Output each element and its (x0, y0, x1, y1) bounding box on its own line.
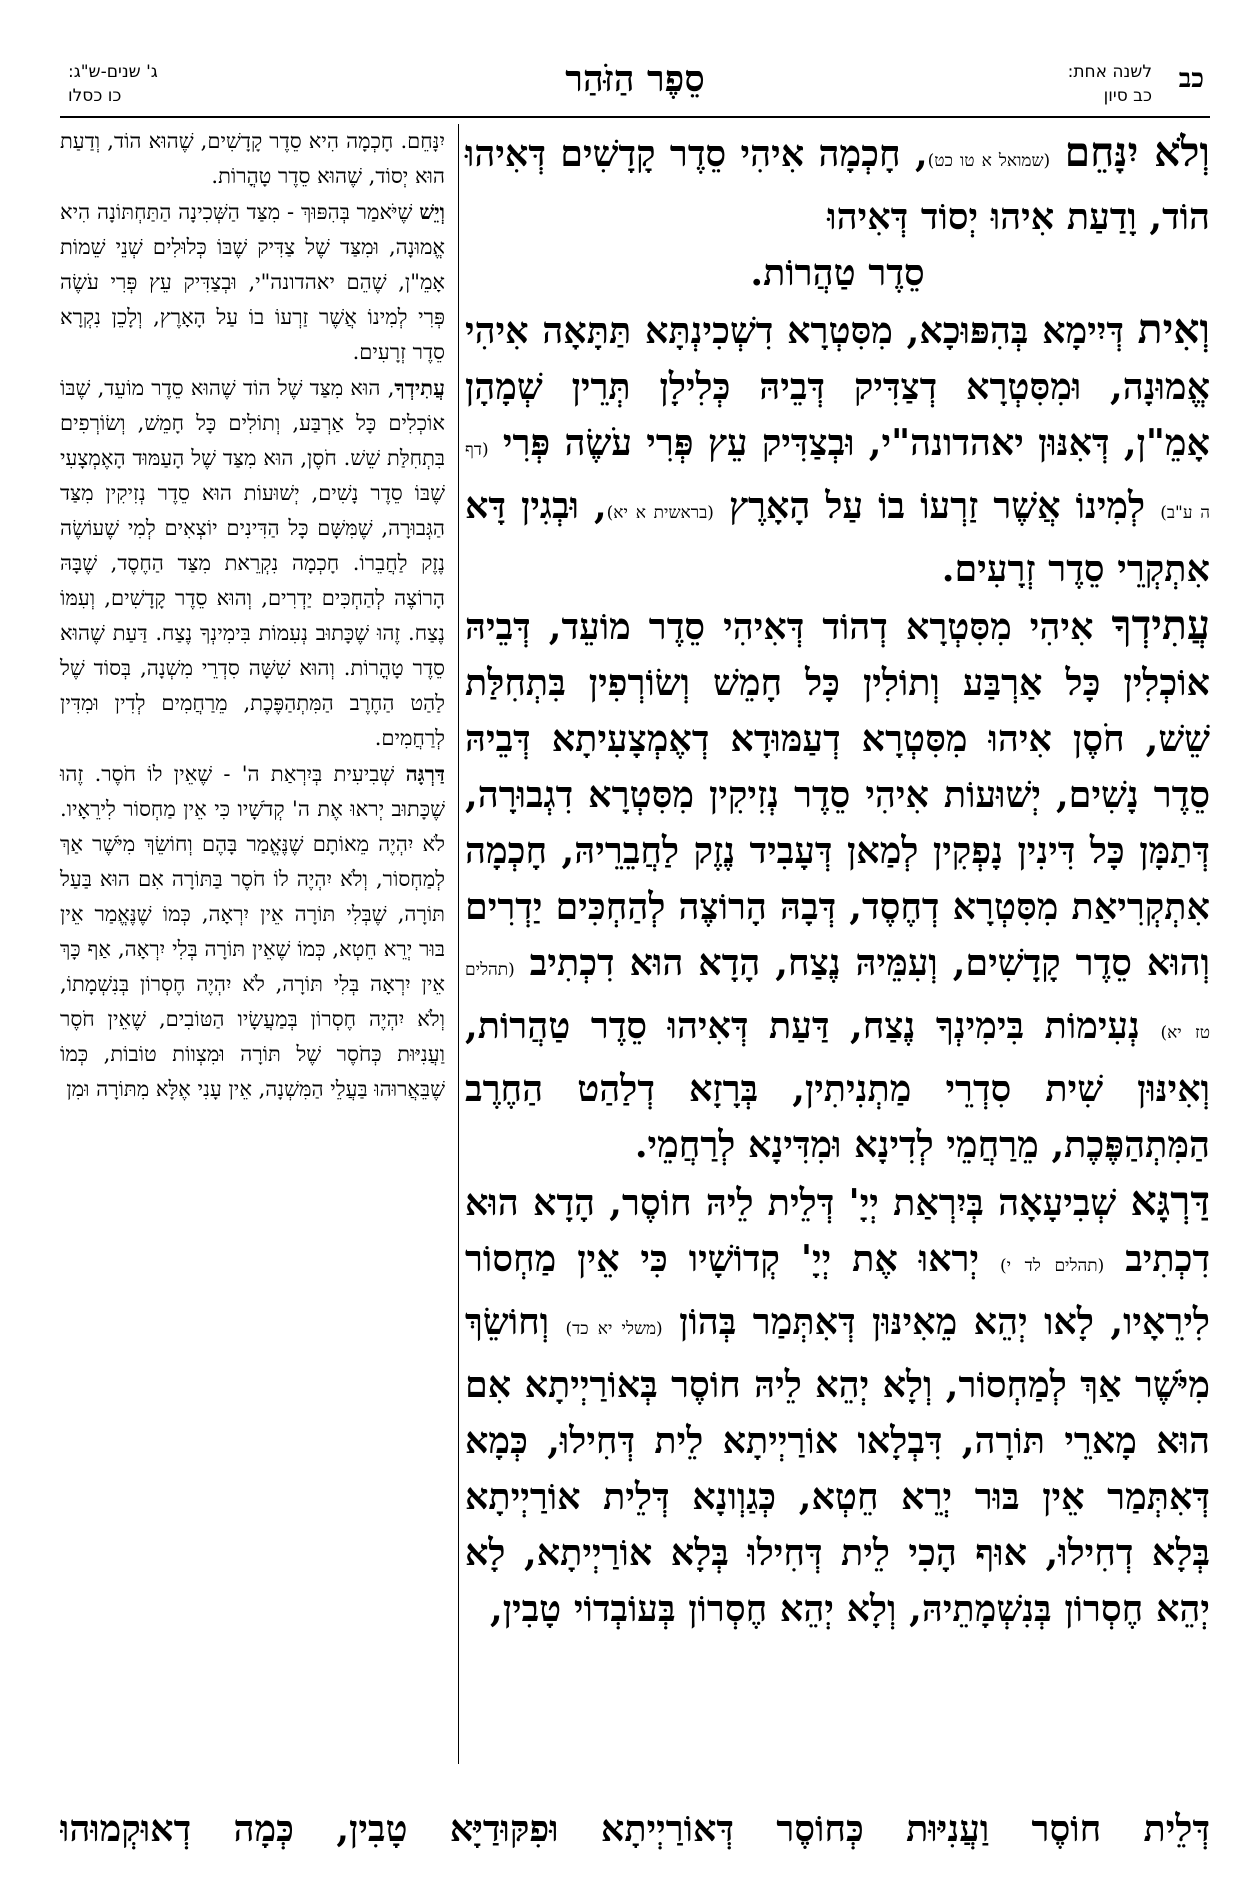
paragraph-lead-word: וְיֵשׁ (419, 199, 445, 224)
schedule-date-right: כב סיון (1103, 86, 1152, 106)
column-divider (458, 124, 459, 1764)
book-title: סֵפֶר הַזֹּהַר (565, 58, 705, 100)
scripture-reference: (משלי יא כד) (565, 1319, 663, 1339)
scripture-reference: (בראשית א יא) (606, 503, 714, 523)
paragraph-text: נְעִימוֹת בִּימִינְךָ נֶצַח, דַּעַת דְּאִיהוּ סֵדֶר טַהֲרוֹת, וְאִינּוּן שִׁית סִדְרֵי מַתְנִיתִין, בְּרָזָא דְלַהַט הַחֶרֶב הַמִּתְהַפֶּכֶת, מֵרַחֲמֵי לְדִינָא וּמִדִּינָא לְרַחֲמֵי. (465, 1004, 1210, 1166)
page-number: כב (1178, 64, 1204, 94)
paragraph-text: דְּיִימָא בְּהִפּוּכָא, מִסִּטְרָא דִשְׁכִינְתָּא תַּתָּאָה אִיהִי אֱמוּנָה, וּמִסִּטְרָא דְצַדִּיק דְּבֵיהּ כְּלִילָן תְּרֵין שְׁמָהָן אָמֵ"ן, דְּאִנּוּן יאהדונה"י, וּבְצַדִּיק עֵץ פְּרִי עֹשֶׂה פְּרִי (465, 309, 1210, 464)
main-paragraph-2 (465, 301, 1210, 597)
page-reference: (דף ה ע"ב) (465, 440, 1210, 523)
full-width-bottom-line: דְּלֵית חוֹסֶר וַעֲנִיּוּת כְּחוֹסֶר דְּאוֹרַיְיתָא וּפִקּוּדַיָּא טָבִין, כְּמָה דְאוּקְמוּהוּ (60, 1807, 1210, 1850)
translation-column (60, 124, 445, 1107)
paragraph-lead-word: דַּרְגָּה (405, 761, 445, 786)
paragraph-text: , וּבְגִין דָּא אִתְקְרֵי סֵדֶר זְרָעִים. (465, 484, 1210, 590)
translation-paragraph-3 (60, 370, 445, 756)
paragraph-lead-word: וְאִית (1137, 305, 1210, 353)
paragraph-text: , הוּא מִצַּד שֶׁל הוֹד שֶׁהוּא סֵדֶר מוֹעֵד, שֶׁבּוֹ אוֹכְלִים כָּל אַרְבַּע, וְתוֹלִים כָּל חָמֵשׁ, וְשׂוֹרְפִים בִּתְחִלַּת שֵׁשׁ. חֹסֶן, הוּא מִצַּד שֶׁל הָעַמּוּד הָאֶמְצָעִי שֶׁבּוֹ סֵדֶר נָשִׁים, יְשׁוּעוֹת הוּא סֵדֶר נְזִיקִין מִצַּד הַגְּבוּרָה, שֶׁמִּשָּׁם כָּל הַדִּינִים יוֹצְאִים לְמִי שֶׁעוֹשֶׂה נֶזֶק לַחֲבֵרוֹ. חָכְמָה נִקְרֵאת מִצַּד הַחֶסֶד, שֶׁבָּהּ הָרוֹצֶה לְהַחְכִּים יַדְרִים, וְהוּא סֵדֶר קָדָשִׁים, וְעִמּוֹ נֶצַח. זֶהוּ שֶׁכָּתוּב נְעִמוֹת בִּימִינְךָ נֶצַח. דַּעַת שֶׁהוּא סֵדֶר טָהֳרוֹת. וְהוּא שִׁשָּׁה סִדְרֵי מִשְׁנָה, בְּסוֹד שֶׁל לַהַט הַחֶרֶב הַמִּתְהַפֶּכֶת, מֵרַחֲמִים לְדִין וּמִדִּין לְרַחֲמִים. (60, 376, 445, 750)
paragraph-lead-word: עֲתִידְךָ (1111, 601, 1210, 649)
schedule-label-one-year: לשנה אחת: (1067, 62, 1152, 82)
paragraph-text: אִיהִי מִסִּטְרָא דְהוֹד דְּאִיהִי סֵדֶר מוֹעֵד, דְּבֵיהּ אוֹכְלִין כָּל אַרְבַּע וְתוֹלִין כָּל חָמֵשׁ וְשׂוֹרְפִין בִּתְחִלַּת שֵׁשׁ, חֹסֶן אִיהוּ מִסִּטְרָא דְעַמּוּדָא דְאֶמְצָעִיתָא דְּבֵיהּ סֵדֶר נָשִׁים, יְשׁוּעוֹת אִיהִי סֵדֶר נְזִיקִין מִסִּטְרָא דִגְבוּרָה, דְּתַמָּן כָּל דִּינִין נָפְקִין לְמַאן דְּעָבִיד נֶזֶק לַחֲבֵרֵיהּ, חָכְמָה אִתְקְרִיאַת מִסִּטְרָא דְחֶסֶד, דְּבָהּ הָרוֹצֶה לְהַחְכִּים יַדְרִים וְהוּא סֵדֶר קָדָשִׁים, וְעִמֵּיהּ נֶצַח, הָדָא הוּא דִכְתִיב (465, 605, 1210, 984)
paragraph-text: שְׁבִיעִית בְּיִרְאַת ה' - שֶׁאֵין לוֹ חֹסֶר. זֶהוּ שֶׁכָּתוּב יְראוּ אֶת ה' קְדֹשָׁיו כִּי אֵין מַחְסוֹר לִירֵאָיו. לֹא יִהְיֶה מֵאוֹתָם שֶׁנֶּאֱמַר בָּהֶם וְחוֹשֵׂךְ מִיֹּשֶׁר אַךְ לְמַחְסוֹר, וְלֹא יִהְיֶה לוֹ חֹסֶר בַּתּוֹרָה אִם הוּא בַּעַל תּוֹרָה, שֶׁבְּלִי תּוֹרָה אֵין יִרְאָה, כְּמוֹ שֶׁנֶּאֱמַר אֵין בּוּר יְרֵא חֵטְא, כְּמוֹ שֶׁאֵין תּוֹרָה בְּלִי יִרְאָה, אַף כָּךְ אֵין יִרְאָה בְּלִי תּוֹרָה, לֹא יִהְיֶה חֶסְרוֹן בְּנִשְׁמָתוֹ, וְלֹא יִהְיֶה חֶסְרוֹן בְּמַעֲשָׂיו הַטּוֹבִים, שֶׁאֵין חֹסֶר וַעֲנִיּוּת כְּחֹסֶר שֶׁל תּוֹרָה וּמִצְווֹת טוֹבוֹת, כְּמוֹ שֶׁבֵּאֲרוּהוּ בַּעֲלֵי הַמִּשְׁנָה, אֵין עָנִי אֶלָּא מִתּוֹרָה וּמִן (60, 762, 445, 1101)
scripture-reference: (תהלים לד י) (999, 1256, 1105, 1276)
paragraph-lead-word: עֲתִידְךָ (394, 375, 445, 400)
translation-paragraph-1: יִנָּחֵם. חָכְמָה הִיא סֵדֶר קָדָשִׁים, שֶׁהוּא הוֹד, וְדַעַת הוּא יְסוֹד, שֶׁהוּא סֵדֶר טָהֳרוֹת. (60, 129, 445, 188)
main-paragraph-4 (465, 1173, 1210, 1637)
main-paragraph-1-end: סֵדֶר טַהֲרוֹת. (750, 251, 925, 294)
main-paragraph-3 (465, 597, 1210, 1173)
scripture-reference: (תהלים טז יא) (465, 960, 1211, 1043)
paragraph-text: , חָכְמָה אִיהִי סֵדֶר קָדָשִׁים דְּאִיהוּ הוֹד, וָדַעַת אִיהוּ יְסוֹד דְּאִיהוּ (465, 132, 1210, 238)
translation-paragraph-4 (60, 756, 445, 1107)
paragraph-text: שֶׁיֹּאמַר בְּהִפּוּךְ - מִצַּד הַשְּׁכִינָה הַתַּחְתּוֹנָה הִיא אֱמוּנָה, וּמִצַּד שֶׁל צַדִּיק שֶׁבּוֹ כְּלוּלִים שְׁנֵי שֵׁמוֹת אָמֵ"ן, שֶׁהֵם יאהדונה"י, וּבְצַדִּיק עֵץ פְּרִי עֹשֶׂה פְּרִי לְמִינוֹ אֲשֶׁר זַרְעוֹ בוֹ עַל הָאָרֶץ, וְלָכֵן נִקְרָא סֵדֶר זְרָעִים. (60, 200, 445, 364)
schedule-date-left: כו כסלו (68, 86, 122, 106)
paragraph-text: יְראוּ אֶת יְיָ' קְדוֹשָׁיו כִּי אֵין מַחְסוֹר לִירֵאָיו, לָאו יְהֵא מֵאִינּוּן דְּאִתְּמַר בְּהוֹן (465, 1237, 1210, 1343)
header-schedule-left (68, 60, 158, 108)
main-paragraph-1 (465, 124, 1210, 245)
main-column (465, 124, 1210, 1637)
translation-paragraph-2 (60, 194, 445, 370)
paragraph-text: וְחוֹשֵׂךְ מִיֹּשֶׁר אַךְ לְמַחְסוֹר, וְלָא יְהֵא לֵיהּ חוֹסֶר בְּאוֹרַיְיתָא אִם הוּא מָארֵי תּוֹרָה, דִּבְלָאו אוֹרַיְיתָא לֵית דְּחִילוּ, כְּמָא דְּאִתְּמַר אֵין בּוּר יְרֵא חֵטְא, כְּגַוְונָא דְּלֵית אוֹרַיְיתָא בְּלָא דְחִילוּ, אוּף הָכִי לֵית דְּחִילוּ בְּלָא אוֹרַיְיתָא, לָא יְהֵא חֶסְרוֹן בְּנִשְׁמָתֵיהּ, וְלָא יְהֵא חֶסְרוֹן בְּעוֹבְדוֹי טָבִין, (465, 1300, 1210, 1630)
paragraph-text: שְׁבִיעָאָה בְּיִרְאַת יְיָ' דְּלֵית לֵיהּ חוֹסֶר, הָדָא הוּא דִכְתִיב (465, 1181, 1211, 1280)
paragraph-lead-word: וְלֹא יִנָּחֵם (1064, 128, 1211, 176)
document-page (60, 58, 1210, 1858)
paragraph-text: לְמִינוֹ אֲשֶׁר זַרְעוֹ בוֹ עַל הָאָרֶץ (728, 484, 1161, 527)
header-divider (60, 116, 1210, 118)
scripture-reference: (שמואל א טו כט) (927, 151, 1051, 171)
schedule-label-three-years: ג' שנים-ש"ג: (68, 62, 158, 82)
page-header (60, 58, 1210, 116)
paragraph-lead-word: דַּרְגָּא (1130, 1177, 1210, 1225)
